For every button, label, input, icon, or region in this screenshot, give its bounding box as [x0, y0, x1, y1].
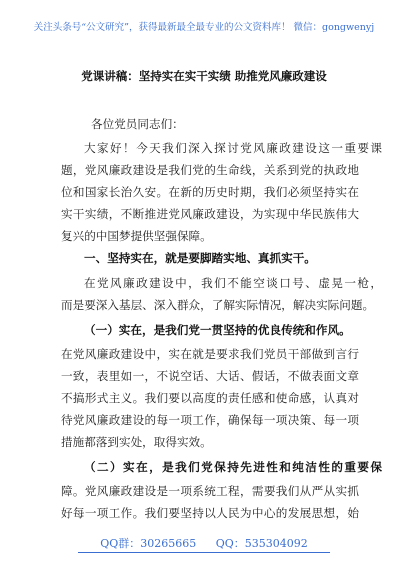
subsection-heading: （二）实在，是我们党保持先进性和纯洁性的重要保: [84, 460, 382, 474]
paragraph-line: 而是要深入基层、深入群众，了解实际情况，解决实际问题。: [61, 298, 375, 312]
paragraph-line: 在党风廉政建设中，实在就是要求我们党员干部做到言行: [61, 347, 359, 361]
subsection-heading: （一）实在，是我们党一贯坚持的优良传统和作风。: [84, 323, 351, 337]
paragraph-line: 大家好！今天我们深入探讨党风廉政建设这一重要课: [84, 141, 382, 155]
paragraph-line: 措施都落到实处，取得实效。: [61, 435, 212, 449]
footer-qq: QQ：535304092: [215, 537, 308, 550]
footer-contacts: [0, 535, 408, 551]
document-title: 党课讲稿：坚持实在实干实绩 助推党风廉政建设: [81, 69, 327, 83]
paragraph-line: 不搞形式主义。我们要以高度的责任感和使命感，认真对: [61, 391, 359, 405]
paragraph-line: 待党风廉政建设的每一项工作，确保每一项决策、每一项: [61, 413, 359, 427]
paragraph-line: 题，党风廉政建设是我们党的生命线，关系到党的执政地: [61, 163, 359, 177]
paragraph-line: 在党风廉政建设中，我们不能空谈口号、虚晃一枪，: [84, 276, 382, 290]
footer-qq-group: QQ群：30265665: [100, 537, 197, 550]
paragraph-line: 一致，表里如一，不说空话、大话、假话，不做表面文章: [61, 369, 359, 383]
paragraph-line: 复兴的中国梦提供坚强保障。: [61, 229, 212, 243]
top-banner: 关注头条号“公文研究”，获得最新最全最专业的公文资料库！ 微信：gongwenyj: [33, 22, 375, 33]
paragraph-line: 障。党风廉政建设是一项系统工程，需要我们从严从实抓: [61, 484, 359, 498]
salutation-line: 各位党员同志们：: [91, 117, 184, 131]
footer-underline: [78, 552, 330, 553]
paragraph-line: 好每一项工作。我们要坚持以人民为中心的发展思想，始: [61, 506, 359, 520]
paragraph-line: 实干实绩，不断推进党风廉政建设，为实现中华民族伟大: [61, 207, 359, 221]
paragraph-line: 位和国家长治久安。在新的历史时期，我们必须坚持实在: [61, 185, 359, 199]
section-heading: 一、坚持实在，就是要脚踏实地、真抓实干。: [84, 251, 316, 265]
